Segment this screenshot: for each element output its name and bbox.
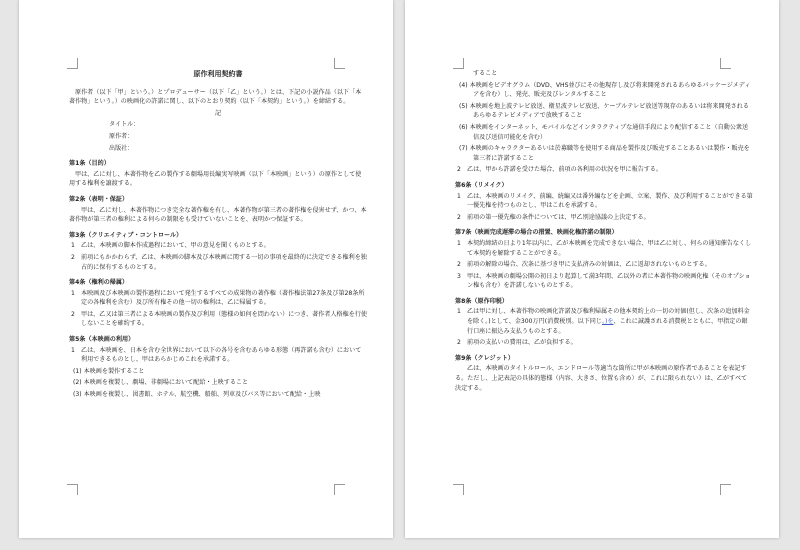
document-title: 原作利用契約書 <box>193 70 243 78</box>
article-2-text: 甲は、乙に対し、本著作物につき完全な著作権を有し、本著作物が第三者の著作権を侵害せず、かつ、本著作物が第三者の権利による何らの制限をも受けていないことを、表明かつ保証する。 <box>69 206 367 224</box>
document-page-1 <box>19 0 393 538</box>
article-8-clause-1 <box>455 307 753 336</box>
article-8-clause-2: 2 前項の支払いの費用は、乙が負担する。 <box>457 339 577 347</box>
article-1-heading: 第1条（目的） <box>69 160 110 168</box>
field-publisher: 出版社： <box>109 144 134 152</box>
article-8-clause-1-end: 、これに誠護される消費税とともに、甲指定の銀行口座に振込み支払うものとする。 <box>467 318 748 335</box>
article-7-heading: 第7条（映画完成遅滞の場合の措置、映画化権許諾の制限） <box>455 229 618 237</box>
article-3-heading: 第3条（クリエイティブ・コントロール） <box>69 231 183 239</box>
crop-mark <box>334 484 345 495</box>
crop-mark <box>67 484 78 495</box>
article-5-clause-2: 2 乙は、甲から許諾を受けた場合、前項の各利用の状況を甲に報告する。 <box>457 166 662 174</box>
article-6-heading: 第6条（リメイク） <box>455 181 508 189</box>
document-page-2 <box>405 0 779 538</box>
article-5-sub-2: (2) 本映画を複製し、劇場、非劇場において配給・上映すること <box>73 379 249 387</box>
article-4-clause-2: 2 甲は、乙又は第三者による本映画の製作及び利用（態様の如何を問わない）につき、著作者人格権を行使しないことを確約する。 <box>71 310 368 328</box>
article-7-clause-3: 3 甲は、本映画の劇場公開の初日より起算して満3年間、乙以外の者に本著作物の映画化権（そのオプション権も含む）を許諾しないものとする。 <box>457 272 751 290</box>
article-2-heading: 第2条（表明・保証） <box>69 195 129 203</box>
article-8-clause-1-start: 1 乙は甲に対し、本著作物の映画化許諾及び権利帰属その他本契約上の一切の対価(但し、次条の追加料金を除く。)として、金300万円(消費税別。以下同じ <box>457 308 750 326</box>
field-author: 原作者： <box>109 132 134 140</box>
article-3-clause-2: 2 前項にもかかわらず、乙は、本映画の脚本及び本映画に関する一切の事項を最終的に決定できる権利を独占的に保有するものとする。 <box>71 253 367 271</box>
article-5-sub-3-continued: すること <box>473 70 498 77</box>
article-4-heading: 第4条（権利の帰属） <box>69 279 129 287</box>
page-2-content <box>455 69 753 395</box>
article-5-sub-7: (7) 本映画のキャラクターあるいは於募職等を使用する商品を製作及び販売することあるいは製作・販売を第三者に許諾すること <box>459 145 750 162</box>
article-4-clause-1: 1 本映画及び本映画の製作過程において発生するすべての成果物の著作権（著作権法第27条及び第28条所定の各権利を含む）及び所有権その他一切の権利は、乙に帰属する。 <box>71 289 365 307</box>
crop-mark <box>67 58 78 69</box>
crop-mark <box>453 58 464 69</box>
article-7-clause-2: 2 前項の解除の場合、次条に基づき甲に支払済みの対価は、乙に返却されないものとする。 <box>457 261 711 269</box>
crop-mark <box>720 58 731 69</box>
article-1-text: 甲は、乙に対し、本著作物を乙の製作する劇場用長編実写映画（以下「本映画」という）の原作として使用する権利を譲渡する。 <box>69 170 362 188</box>
page-1-content <box>69 70 367 402</box>
article-5-sub-6: (6) 本映画をインターネット、モバイルなどインタラクティブな通信手段により配信すること（自動公衆送信及び送信可能化を含む） <box>459 123 749 141</box>
article-5-heading: 第5条（本映画の利用） <box>69 336 135 344</box>
tracked-change-link[interactable]: 。)を <box>601 318 614 326</box>
article-7-clause-1: 1 本契約締結の日より1年以内に、乙が本映画を完成できない場合、甲は乙に対し、何らの通知催告なくして本契約を解除することができる。 <box>457 239 752 257</box>
article-5-sub-4: (4) 本映画をビデオグラム（DVD、VHS並びにその他現存し及び将来開発されるあらゆるパッケージメディアを含む）し、発売、販売及びレンタルすること <box>459 81 751 99</box>
article-9-heading: 第9条（クレジット） <box>455 354 514 362</box>
intro-paragraph: 原作者（以下「甲」という。）とプロデューサー（以下「乙」という。）とは、下記の小説作品（以下「本著作物」という。）の映画化の許諾に関し、以下のとおり契約（以下「本契約」という。）を締結する。 <box>69 88 362 106</box>
article-9-text: 乙は、本映画のタイトルロール、エンドロール等適当な箇所に甲が本映画の原作者であることを表記する。ただし、上記表記の具体的態様（内容、大きさ、位置も含め）が、これに限られない）は、乙がすべて決定する。 <box>455 365 748 392</box>
article-5-sub-5: (5) 本映画を地上波テレビ放送、衛星波テレビ放送、ケーブルテレビ放送等現存のあるいは将来開発されるあらゆるテレビメディアで放映すること <box>459 102 749 120</box>
article-6-clause-1: 1 乙は、本映画のリメイク、前編、続編又は番外編などを企画、立案、製作、及び利用することができる第一優先権を持つものとし、甲はこれを承諾する。 <box>457 192 753 210</box>
crop-mark <box>453 484 464 495</box>
article-5-sub-3: (3) 本映画を複製し、図書館、ホテル、航空機、船舶、列車及びバス等において配給・上映 <box>73 391 321 399</box>
article-6-clause-2: 2 前項の第一優先権の条件については、甲乙別途協議の上決定する。 <box>457 213 650 221</box>
field-title: タイトル： <box>109 121 140 129</box>
article-3-clause-1: 1 乙は、本映画の脚本作成過程において、甲の意見を聞くものとする。 <box>71 242 270 250</box>
article-5-clause-1: 1 乙は、本映画を、日本を含む全世界において以下の各号を含むあらゆる形態（再許諾も含む）において利用できるものとし、甲はあらかじめこれを承諾する。 <box>71 346 362 364</box>
ki-label: 記 <box>214 109 222 117</box>
article-5-sub-1: (1) 本映画を製作すること <box>73 367 145 375</box>
crop-mark <box>720 484 731 495</box>
article-8-heading: 第8条（原作印税） <box>455 297 508 305</box>
crop-mark <box>334 58 345 69</box>
